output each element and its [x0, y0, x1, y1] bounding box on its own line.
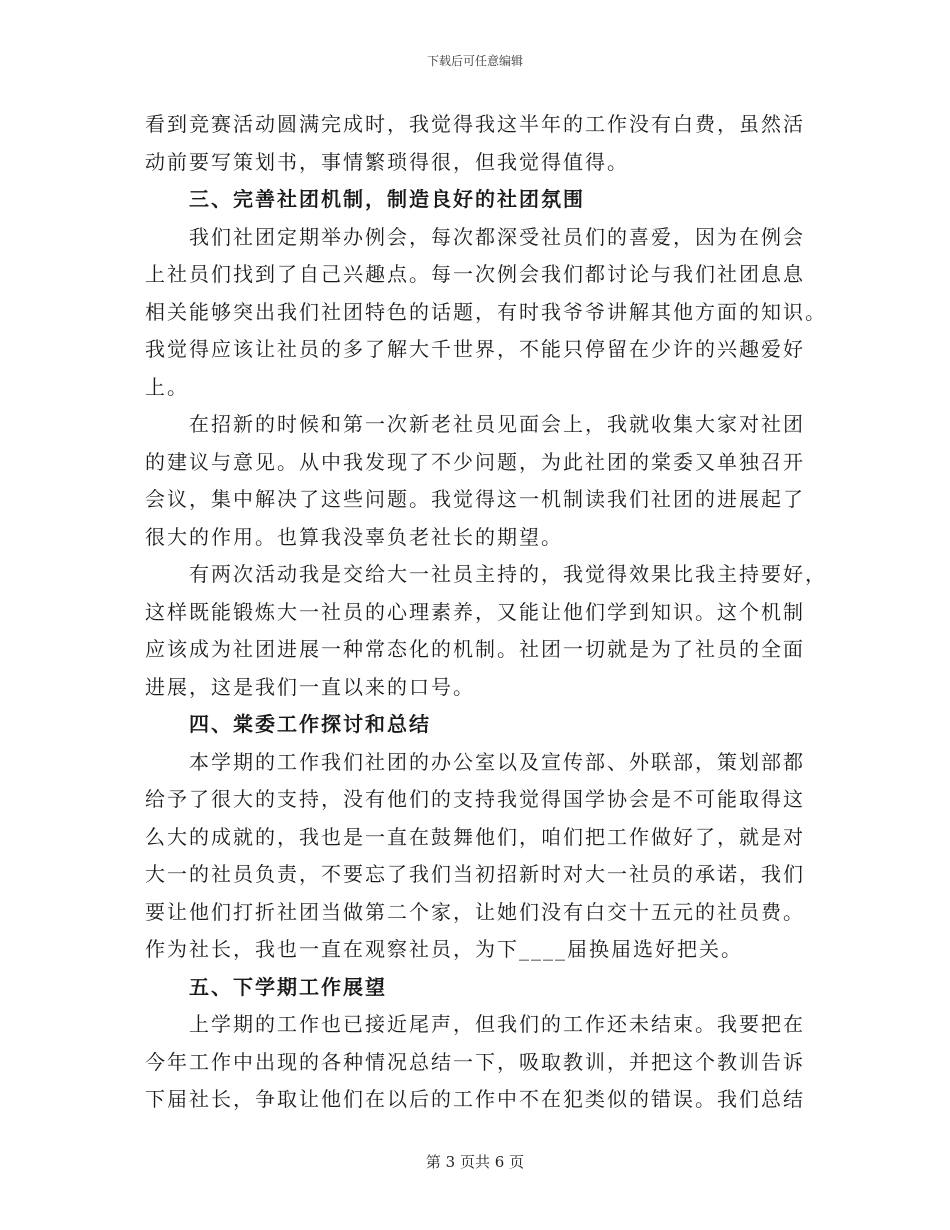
text-line: 动前要写策划书，事情繁琐得很，但我觉得值得。 — [145, 149, 629, 174]
text-line: 很大的作用。也算我没辜负老社长的期望。 — [145, 524, 563, 549]
page-footer: 第 3 页共 6 页 — [425, 1153, 525, 1171]
document-body — [145, 106, 827, 1119]
text-line: 这样既能锻炼大一社员的心理素养，又能让他们学到知识。这个机制 — [145, 599, 805, 624]
text-line: 相关能够突出我们社团特色的话题，有时我爷爷讲解其他方面的知识。 — [145, 299, 827, 324]
text-line: 要让他们打折社团当做第二个家，让她们没有白交十五元的社员费。 — [145, 899, 805, 924]
text-line: 我们社团定期举办例会，每次都深受社员们的喜爱，因为在例会 — [189, 224, 805, 249]
text-line: 么大的成就的，我也是一直在鼓舞他们，咱们把工作做好了，就是对 — [145, 824, 805, 849]
page-header: 下载后可任意编辑 — [426, 54, 523, 68]
text-line: 本学期的工作我们社团的办公室以及宣传部、外联部，策划部都 — [189, 749, 805, 774]
text-line: 下届社长，争取让他们在以后的工作中不在犯类似的错误。我们总结 — [145, 1087, 805, 1111]
section-heading: 四、棠委工作探讨和总结 — [189, 712, 431, 736]
section-heading: 三、完善社团机制，制造良好的社团氛围 — [189, 187, 585, 211]
text-line: 今年工作中出现的各种情况总结一下，吸取教训，并把这个教训告诉 — [145, 1049, 805, 1074]
text-line: 作为社长，我也一直在观察社员，为下____届换届选好把关。 — [145, 937, 743, 961]
text-line: 应该成为社团进展一种常态化的机制。社团一切就是为了社员的全面 — [145, 637, 805, 661]
text-line: 有两次活动我是交给大一社员主持的，我觉得效果比我主持要好， — [189, 562, 827, 586]
text-line: 会议，集中解决了这些问题。我觉得这一机制读我们社团的进展起了 — [145, 487, 805, 511]
text-line: 给予了很大的支持，没有他们的支持我觉得国学协会是不可能取得这 — [145, 787, 805, 811]
text-line: 进展，这是我们一直以来的口号。 — [145, 674, 475, 699]
text-line: 大一的社员负责，不要忘了我们当初招新时对大一社员的承诺，我们 — [145, 862, 805, 886]
text-line: 我觉得应该让社员的多了解大千世界，不能只停留在少许的兴趣爱好 — [145, 337, 805, 361]
text-line: 上。 — [145, 374, 189, 399]
text-line: 上学期的工作也已接近尾声，但我们的工作还未结束。我要把在 — [189, 1012, 805, 1036]
text-line: 在招新的时候和第一次新老社员见面会上，我就收集大家对社团 — [189, 412, 805, 436]
section-heading: 五、下学期工作展望 — [189, 974, 387, 999]
text-line: 的建议与意见。从中我发现了不少问题，为此社团的棠委又单独召开 — [145, 449, 805, 474]
text-line: 上社员们找到了自己兴趣点。每一次例会我们都讨论与我们社团息息 — [145, 262, 805, 286]
text-line: 看到竞赛活动圆满完成时，我觉得我这半年的工作没有白费，虽然活 — [145, 112, 805, 136]
